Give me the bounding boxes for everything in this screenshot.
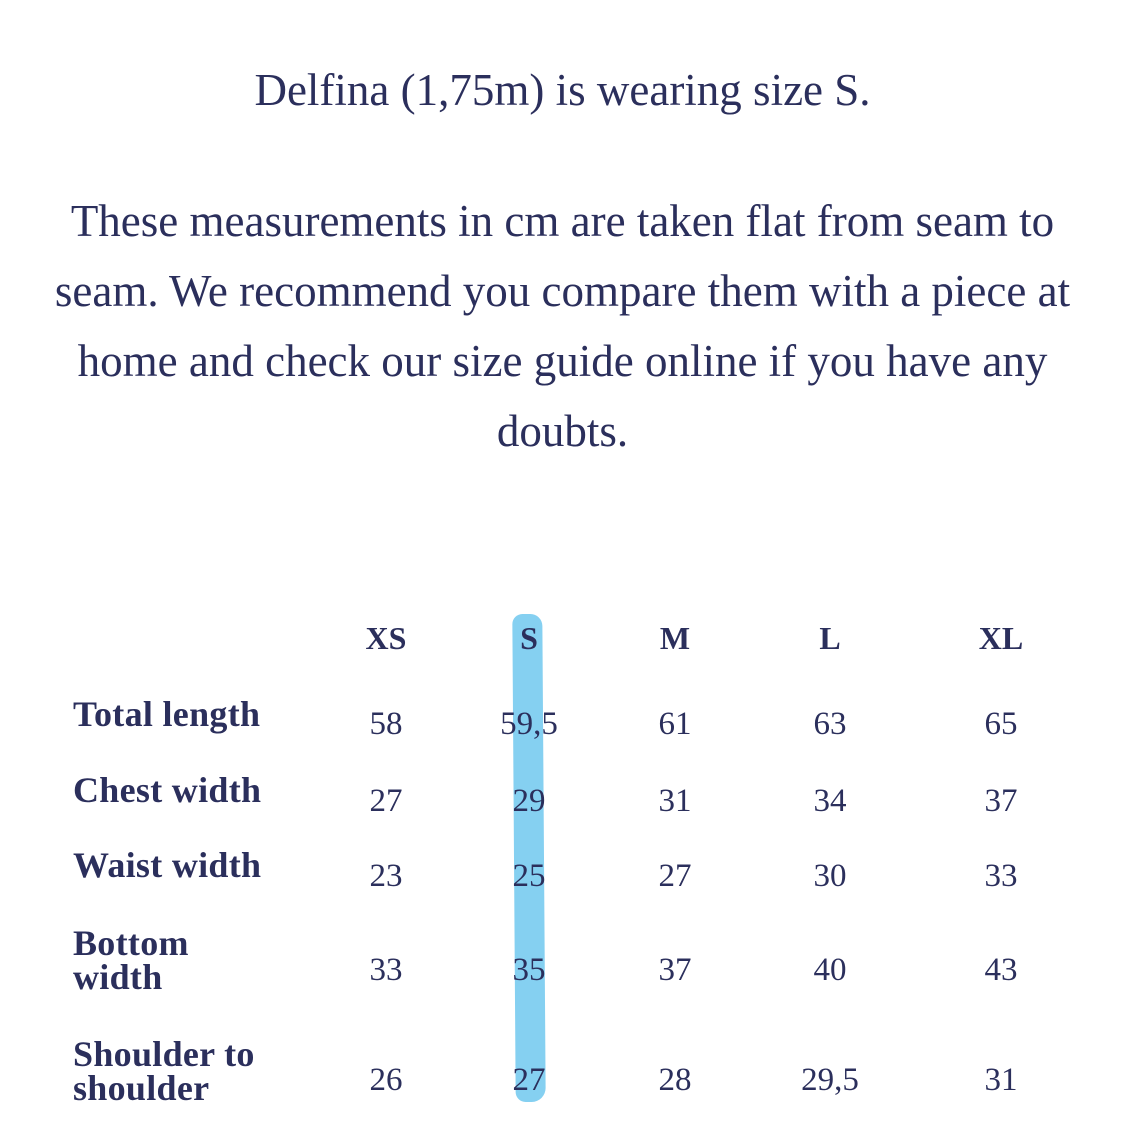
table-cell: 58 — [369, 706, 403, 742]
table-cell: 25 — [512, 858, 546, 894]
table-cell: 65 — [984, 706, 1018, 742]
table-cell: 40 — [813, 952, 847, 988]
table-cell: 26 — [369, 1062, 403, 1098]
table-cell: 31 — [984, 1062, 1018, 1098]
table-cell: 31 — [658, 783, 692, 819]
table-cell: 30 — [813, 858, 847, 894]
table-cell: 27 — [512, 1062, 546, 1098]
table-cell: 33 — [984, 858, 1018, 894]
table-cell: 33 — [369, 952, 403, 988]
row-label-bottom-width: Bottom width — [73, 923, 189, 997]
table-cell: 29,5 — [801, 1062, 859, 1098]
table-cell: 63 — [813, 706, 847, 742]
table-cell: 35 — [512, 952, 546, 988]
table-cell: 34 — [813, 783, 847, 819]
table-cell: 23 — [369, 858, 403, 894]
size-header-l: L — [819, 620, 841, 656]
table-cell: 59,5 — [500, 706, 558, 742]
table-cell: 28 — [658, 1062, 692, 1098]
table-cell: 61 — [658, 706, 692, 742]
table-cell: 27 — [658, 858, 692, 894]
table-cell: 37 — [658, 952, 692, 988]
measurement-instructions: These measurements in cm are taken flat from seam to seam. We recommend you compare them with a piece at home and check our size guide online if you have any doubts. — [54, 196, 1071, 456]
size-header-s: S — [520, 620, 538, 656]
table-cell: 29 — [512, 783, 546, 819]
table-cell: 43 — [984, 952, 1018, 988]
model-size-heading: Delfina (1,75m) is wearing size S. — [254, 65, 871, 115]
size-header-m: M — [659, 620, 691, 656]
row-label-chest-width: Chest width — [73, 770, 262, 810]
size-header-xl: XL — [978, 620, 1024, 656]
row-label-shoulder-to-shoulder: Shoulder to shoulder — [73, 1034, 255, 1108]
size-header-xs: XS — [365, 620, 407, 656]
row-label-waist-width: Waist width — [73, 845, 262, 885]
row-label-total-length: Total length — [73, 694, 261, 734]
table-cell: 37 — [984, 783, 1018, 819]
table-cell: 27 — [369, 783, 403, 819]
